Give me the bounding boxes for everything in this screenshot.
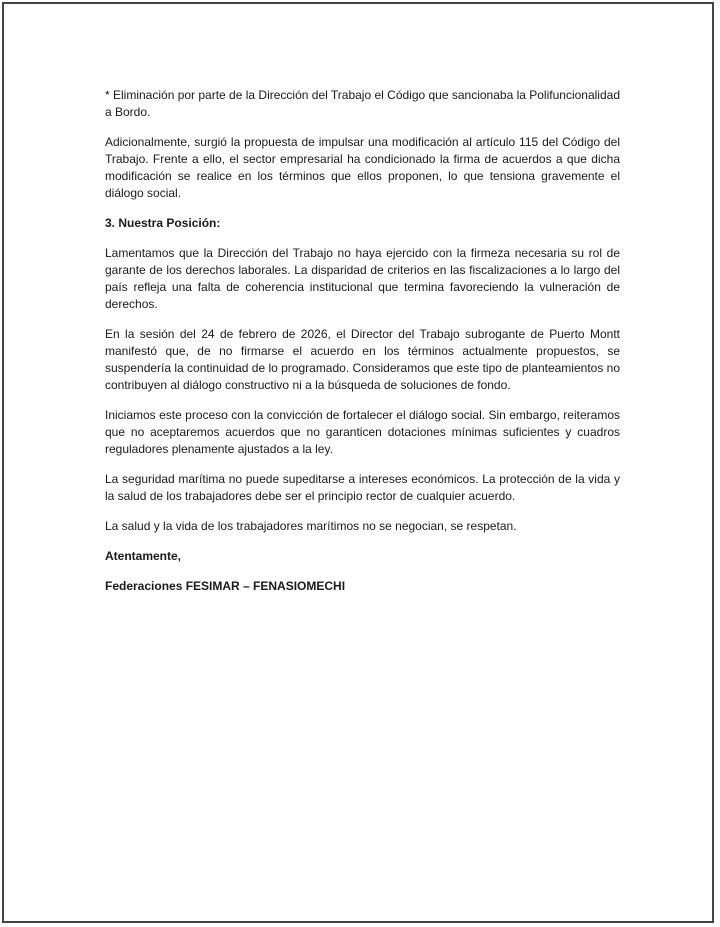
section-heading: 3. Nuestra Posición:: [105, 216, 221, 230]
document-body: [105, 87, 620, 608]
paragraph-eliminacion: * Eliminación por parte de la Dirección del Trabajo el Código que sancionaba la Polifuncionalidad a Bordo.: [105, 88, 620, 119]
paragraph-salud-vida: La salud y la vida de los trabajadores marítimos no se negocian, se respetan.: [105, 519, 517, 533]
paragraph-lamentamos: Lamentamos que la Dirección del Trabajo no haya ejercido con la firmeza necesaria su rol de garante de los derechos laborales. La disparidad de criterios en las fiscalizaciones a lo largo del país refleja una falta de coherencia institucional que termina favoreciendo la vulneración de derechos.: [105, 246, 620, 311]
paragraph-sesion-febrero: En la sesión del 24 de febrero de 2026, el Director del Trabajo subrogante de Puerto Montt manifestó que, de no firmarse el acuerdo en los términos actualmente propuestos, se suspendería la continuidad de lo programado. Consideramos que este tipo de planteamientos no contribuyen al diálogo constructivo ni a la búsqueda de soluciones de fondo.: [105, 327, 621, 392]
paragraph-modificacion-articulo-115: Adicionalmente, surgió la propuesta de impulsar una modificación al artículo 115 del Código del Trabajo. Frente a ello, el sector empresarial ha condicionado la firma de acuerdos a que dicha modificación se realice en los términos que ellos proponen, lo que tensiona gravemente el diálogo social.: [105, 135, 620, 200]
paragraph-iniciamos: Iniciamos este proceso con la convicción de fortalecer el diálogo social. Sin embargo, reiteramos que no aceptaremos acuerdos que no garanticen dotaciones mínimas suficientes y cuadros reguladores plenamente ajustados a la ley.: [105, 408, 620, 456]
signature: Federaciones FESIMAR – FENASIOMECHI: [105, 579, 346, 593]
document-page: [2, 2, 714, 923]
paragraph-seguridad-maritima: La seguridad marítima no puede supeditarse a intereses económicos. La protección de la vida y la salud de los trabajadores debe ser el principio rector de cualquier acuerdo.: [105, 472, 620, 503]
closing-salutation: Atentamente,: [105, 549, 182, 563]
